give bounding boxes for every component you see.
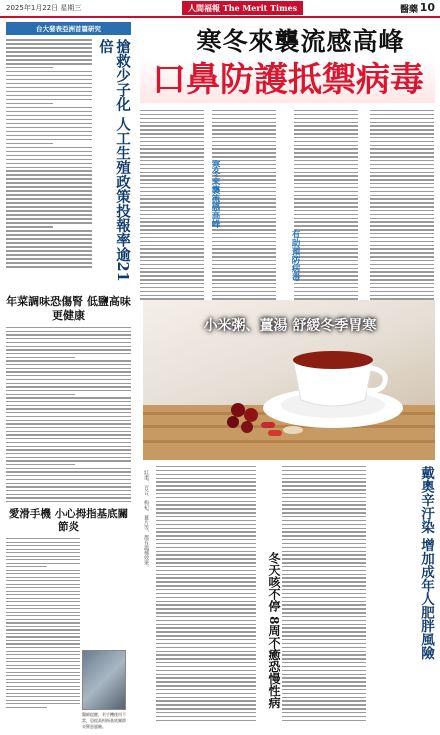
left-banner: 台大發表亞洲首篇研究 <box>6 22 131 35</box>
left-column <box>6 22 131 722</box>
bottom-article-col-2 <box>282 466 366 721</box>
main-subhead-1: 寒冬來襲流感高峰 <box>210 160 220 228</box>
page-header <box>0 0 440 18</box>
thumb-article-text <box>6 538 80 708</box>
lead-article <box>6 39 131 289</box>
lead-article-text <box>6 39 92 289</box>
main-subhead-2: 有助預防病毒 <box>290 230 300 281</box>
main-banner-headline: 口鼻防護抵禦病毒 <box>152 60 424 100</box>
bottom-article-col-1 <box>156 466 256 721</box>
photo-headline: 小米粥、薑湯 舒緩冬季胃寒 <box>203 318 377 334</box>
smartphone-photo-caption: 醫師提醒，若手機使用不當，恐提高拇指基底關節炎罹患風險。 <box>82 712 126 729</box>
bottom-article <box>156 466 366 726</box>
issue-date: 2025年1月22日 星期三 <box>6 4 82 12</box>
newspaper-masthead: 人間福報 The Merit Times <box>182 1 303 15</box>
main-article <box>140 110 435 300</box>
main-article-col-3 <box>294 110 358 300</box>
kidney-article-text <box>6 327 131 502</box>
section-name: 醫藥 <box>399 5 418 15</box>
main-article-col-1 <box>140 110 204 300</box>
dioxin-headline: 戴奧辛汙染 增加成年人肥胖風險 <box>418 466 434 660</box>
lead-headline: 搶救少子化 人工生殖政策投報率逾21倍 <box>97 39 131 282</box>
cough-subhead: 冬天咳不停 8周不癒恐慢性病 <box>267 552 281 709</box>
smartphone-photo <box>82 650 126 710</box>
main-article-col-4 <box>370 110 434 300</box>
page-number: 10 <box>419 1 435 14</box>
main-article-col-2 <box>212 110 276 300</box>
photo-caption: 紅棗、百合、枸杞、薑片等，都有溫補效果。 <box>143 470 149 570</box>
subhead-thumb: 愛滑手機 小心拇指基底關節炎 <box>8 508 129 533</box>
subhead-kidney: 年菜調味恐傷腎 低鹽高味更健康 <box>6 295 131 322</box>
main-headline: 寒冬來襲流感高峰 <box>196 27 405 56</box>
